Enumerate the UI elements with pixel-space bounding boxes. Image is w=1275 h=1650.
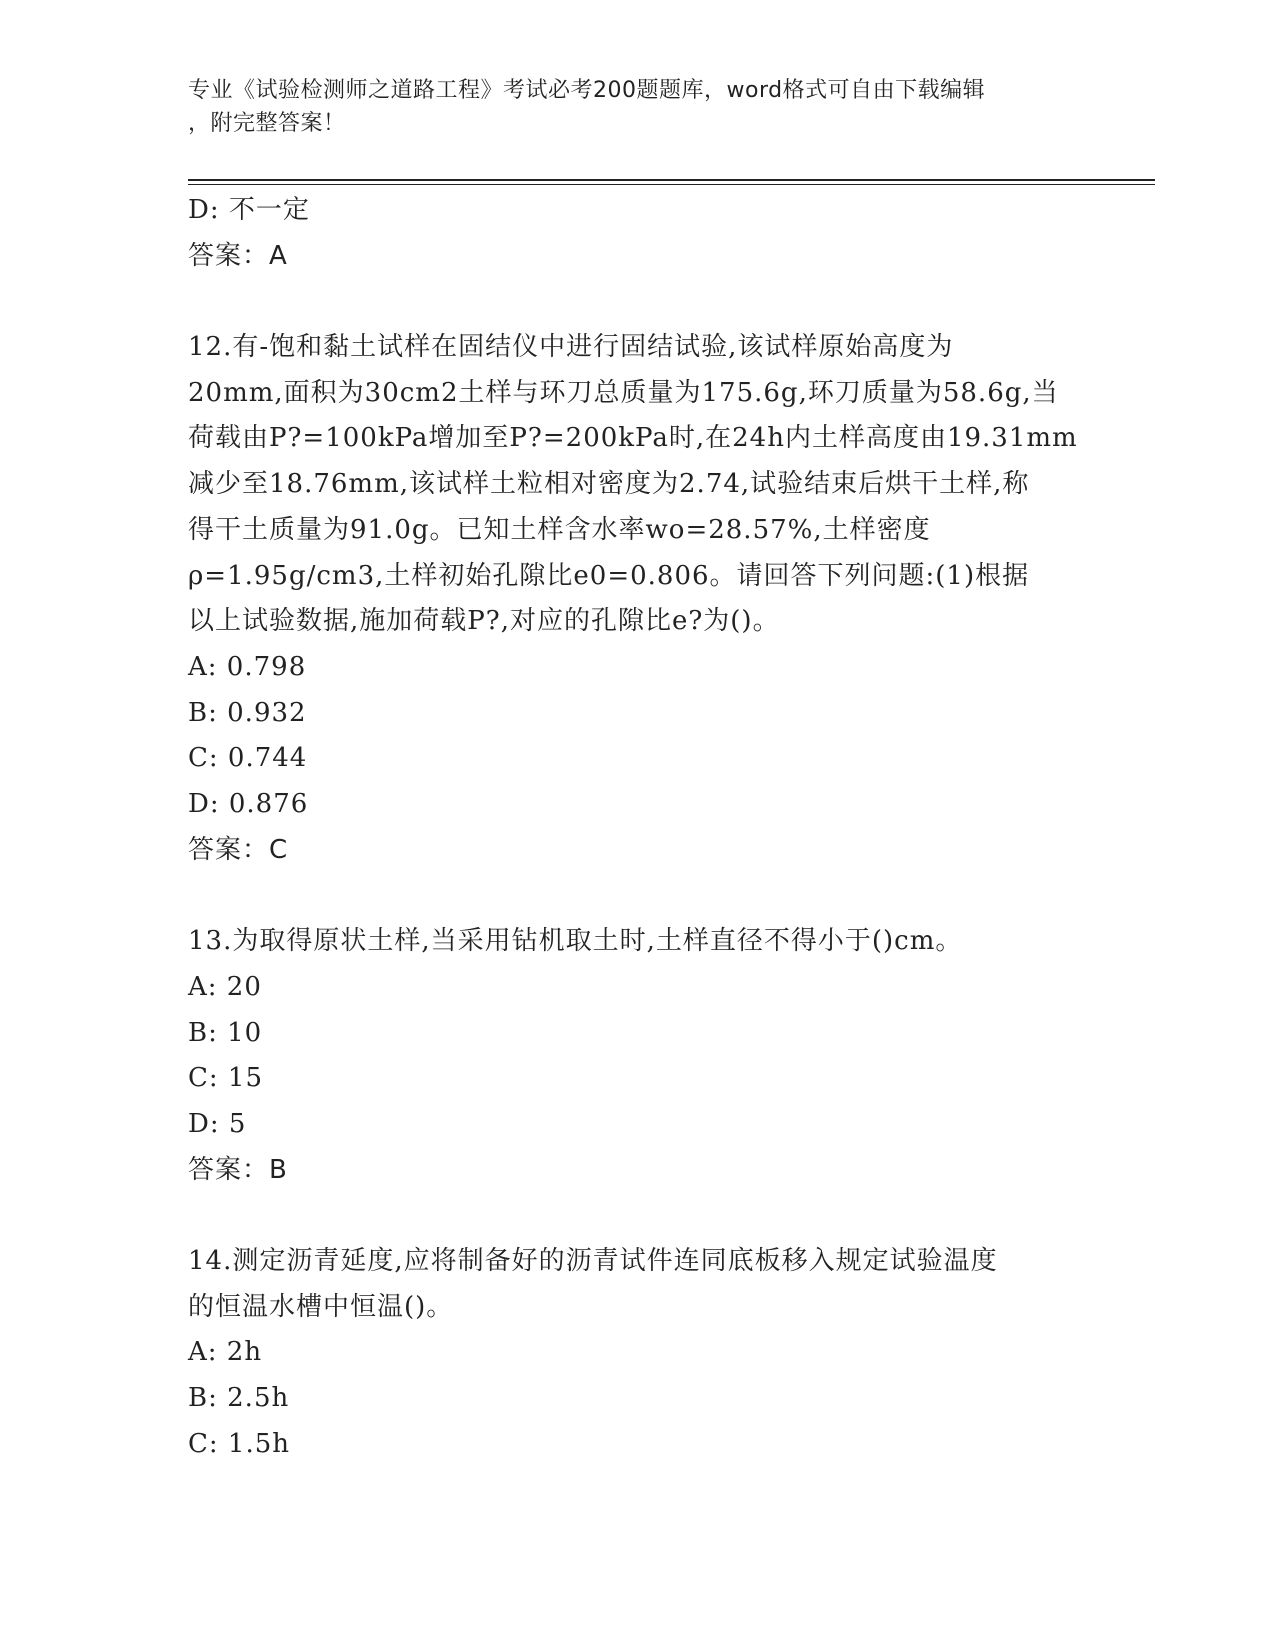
spacer: [188, 873, 1088, 919]
option-d: D: 不一定: [188, 195, 310, 225]
option-c: C: 0.744: [188, 743, 308, 774]
question-stem-line: ρ=1.95g/cm3,土样初始孔隙比e0=0.806。请回答下列问题:(1)根据: [188, 560, 1030, 591]
spacer: [188, 279, 1088, 325]
answer-label: 答案：A: [188, 240, 288, 271]
option-a: A: 2h: [188, 1337, 263, 1368]
question-stem-line: 以上试验数据,施加荷载P?,对应的孔隙比e?为()。: [188, 606, 780, 637]
spacer: [188, 1193, 1088, 1239]
question-stem-line: 14.测定沥青延度,应将制备好的沥青试件连同底板移入规定试验温度: [188, 1245, 998, 1276]
question-stem-line: 13.为取得原状土样,当采用钻机取土时,土样直径不得小于()cm。: [188, 926, 963, 957]
question-stem-line: 的恒温水槽中恒温()。: [188, 1291, 454, 1322]
question-11-tail: [188, 188, 1088, 279]
answer-label: 答案：C: [188, 834, 289, 865]
question-stem-line: 20mm,面积为30cm2土样与环刀总质量为175.6g,环刀质量为58.6g,当: [188, 377, 1059, 408]
question-stem-line: 12.有-饱和黏土试样在固结仪中进行固结试验,该试样原始高度为: [188, 332, 954, 363]
option-b: B: 0.932: [188, 697, 307, 728]
option-b: B: 10: [188, 1017, 263, 1048]
question-13: [188, 919, 1088, 1193]
option-b: B: 2.5h: [188, 1383, 290, 1414]
header-line-1: 专业《试验检测师之道路工程》考试必考200题题库，word格式可自由下载编辑: [188, 78, 986, 103]
option-d: D: 5: [188, 1108, 247, 1139]
header-line-2: ，附完整答案！: [188, 111, 346, 136]
option-d: D: 0.876: [188, 789, 309, 820]
question-stem-line: 得干土质量为91.0g。已知土样含水率wo=28.57%,土样密度: [188, 514, 931, 545]
document-body: [188, 188, 1088, 1467]
question-stem-line: 荷载由P?=100kPa增加至P?=200kPa时,在24h内土样高度由19.31mm: [188, 423, 1078, 454]
option-c: C: 1.5h: [188, 1428, 291, 1459]
option-c: C: 15: [188, 1063, 264, 1094]
page-header: [188, 74, 1088, 140]
header-rule-thick: [188, 179, 1155, 181]
answer-label: 答案：B: [188, 1154, 288, 1185]
question-14: [188, 1239, 1088, 1467]
header-rule-thin: [188, 184, 1155, 185]
option-a: A: 0.798: [188, 651, 307, 682]
question-stem-line: 减少至18.76mm,该试样土粒相对密度为2.74,试验结束后烘干土样,称: [188, 469, 1030, 500]
option-a: A: 20: [188, 971, 262, 1002]
question-12: [188, 325, 1088, 873]
